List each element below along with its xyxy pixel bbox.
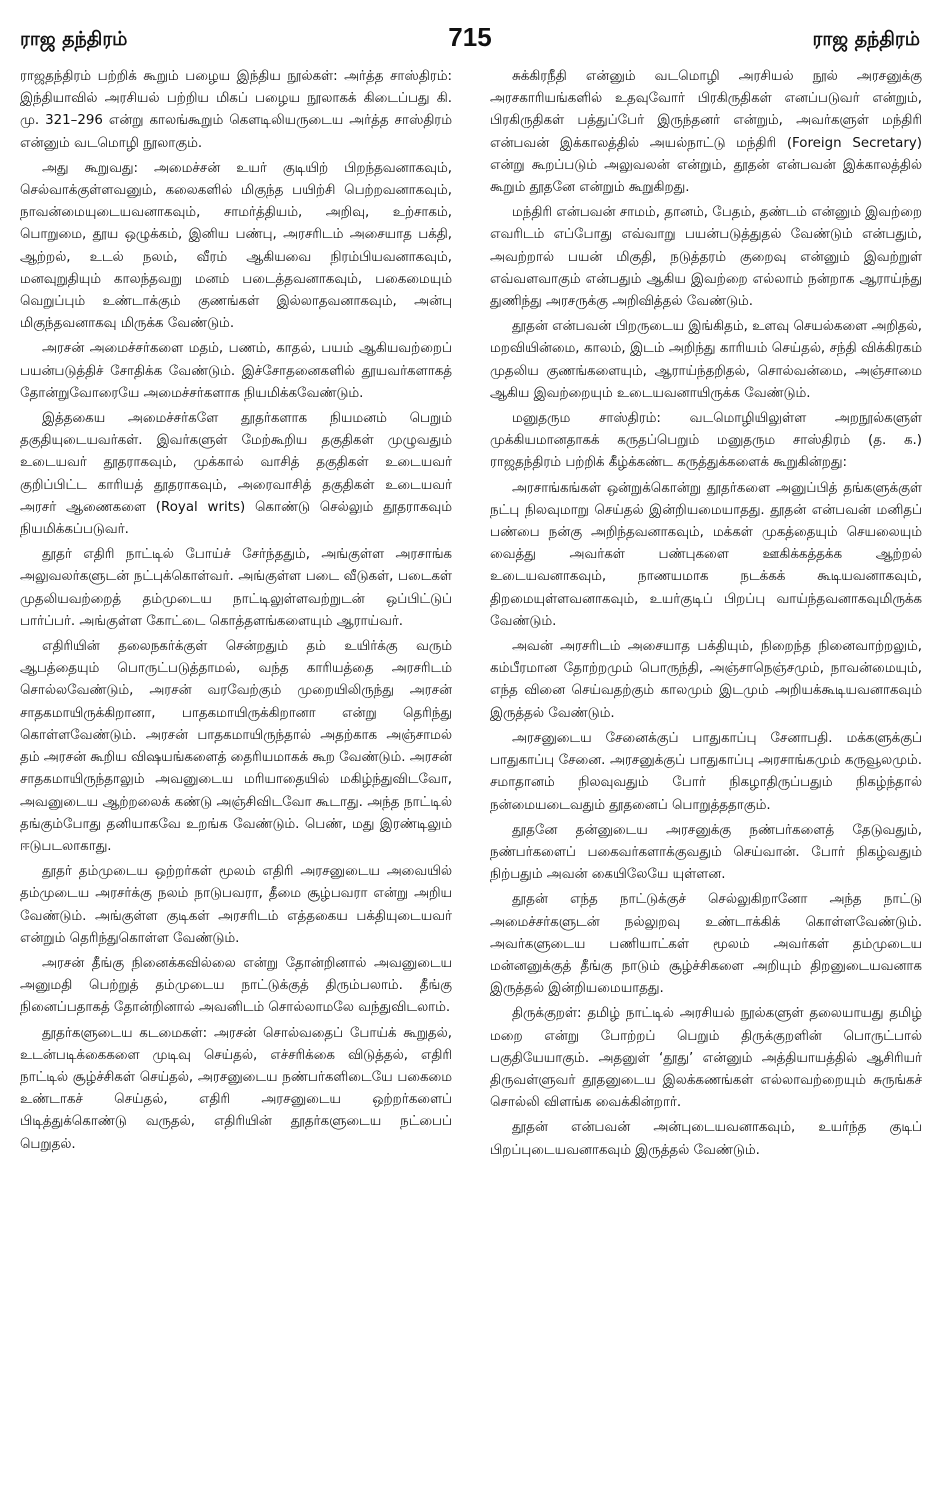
paragraph: அது கூறுவது: அமைச்சன் உயர் குடியிற் பிறந்தவனாகவும், செல்வாக்குள்ளவனும், கலைகளில் மிகுந்த பயிற்சி பெற்றவனாகவும், நாவன்மையுடையவனாகவும், சாமர்த்தியம், அறிவு, உற்சாகம், பொறுமை, தூய ஒழுக்கம், இனிய பண்பு, அரசரிடம் அசையாத பக்தி, ஆற்றல், உடல் நலம், வீரம் ஆகியவை நிரம்பியவனாகவும், மனவுறுதியும் காலந்தவறு மனம் படைத்தவனாகவும், பகைமையும் வெறுப்பும் உண்டாக்கும் குணங்கள் இல்லாதவனாகவும், அன்பு மிகுந்தவனாகவு மிருக்க வேண்டும். [20, 160, 452, 332]
paragraph: சுக்கிரநீதி என்னும் வடமொழி அரசியல் நூல் அரசனுக்கு அரசகாரியங்களில் உதவுவோர் பிரகிருதிகள் எனப்படுவர் என்றும், பிரகிருதிகள் பத்துப்பேர் இருந்தனர் என்றும், அவர்களுள் மந்திரி என்பவன் இக்காலத்தில் அயல்நாட்டு மந்திரி (Foreign Secretary) என்று கூறப்படும் அலுவலன் என்றும், தூதன் என்பவன் இக்காலத்தில் கூறும் தூதனே என்றும் கூறுகிறது. [490, 69, 922, 196]
right-column [490, 66, 922, 1165]
left-column [20, 66, 452, 1159]
paragraph: தூதன் என்பவன் அன்புடையவனாகவும், உயர்ந்த குடிப் பிறப்புடையவனாகவும் இருத்தல் வேண்டும். [490, 1120, 922, 1158]
paragraph: தூதர் தம்முடைய ஒற்றர்கள் மூலம் எதிரி அரசனுடைய அவையில் தம்முடைய அரசர்க்கு நலம் நாடுபவரா, தீமை சூழ்பவரா என்று அறிய வேண்டும். அங்குள்ள குடிகள் அரசரிடம் எத்தகைய பக்தியுடையவர் என்றும் தெரிந்துகொள்ள வேண்டும். [20, 864, 452, 946]
paragraph: தூதர் எதிரி நாட்டில் போய்ச் சேர்ந்ததும், அங்குள்ள அரசாங்க அலுவலர்களுடன் நட்புக்கொள்வர். அங்குள்ள படை வீடுகள், படைகள் முதலியவற்றைத் தம்முடைய நாட்டிலுள்ளவற்றுடன் ஒப்பிட்டுப் பார்ப்பர். அங்குள்ள கோட்டை கொத்தளங்களையும் ஆராய்வர். [20, 547, 452, 629]
paragraph: அரசன் தீங்கு நினைக்கவில்லை என்று தோன்றினால் அவனுடைய அனுமதி பெற்றுத் தம்முடைய நாட்டுக்குத் திரும்பலாம். தீங்கு நினைப்பதாகத் தோன்றினால் அவனிடம் சொல்லாமலே வந்துவிடலாம். [20, 955, 452, 1016]
page-header [20, 22, 920, 62]
paragraph: திருக்குறள்: தமிழ் நாட்டில் அரசியல் நூல்களுள் தலையாயது தமிழ் மறை என்று போற்றப் பெறும் திருக்குறளின் பொருட்பால் பகுதியேயாகும். அதனுள் ‘தூது’ என்னும் அத்தியாயத்தில் ஆசிரியர் திருவள்ளுவர் தூதனுடைய இலக்கணங்கள் எல்லாவற்றையும் சுருங்கச் சொல்லி விளங்க வைக்கின்றார். [490, 1006, 922, 1111]
paragraph: மனுதரும சாஸ்திரம்: வடமொழியிலுள்ள அறநூல்களுள் முக்கியமானதாகக் கருதப்பெறும் மனுதரும சாஸ்திரம் (த. க.) ராஜதந்திரம் பற்றிக் கீழ்க்கண்ட கருத்துக்களைக் கூறுகின்றது: [490, 411, 922, 471]
paragraph: மந்திரி என்பவன் சாமம், தானம், பேதம், தண்டம் என்னும் இவற்றை எவரிடம் எப்போது எவ்வாறு பயன்படுத்துதல் வேண்டும் என்பதும், அவற்றால் பயன் மிகுதி, நடுத்தரம் குறைவு என்னும் இவற்றுள் எவ்வளவாகும் என்பதும் ஆகிய இவற்றை எல்லாம் நன்றாக ஆராய்ந்து துணிந்து அரசருக்கு அறிவித்தல் வேண்டும். [490, 205, 922, 310]
paragraph: தூதன் எந்த நாட்டுக்குச் செல்லுகிறானோ அந்த நாட்டு அமைச்சர்களுடன் நல்லுறவு உண்டாக்கிக் கொள்ளவேண்டும். அவர்களுடைய பணியாட்கள் மூலம் அவர்கள் தம்முடைய மன்னனுக்குத் தீங்கு நாடும் சூழ்ச்சிகளை அறியும் திறனுடையவனாக இருத்தல் இன்றியமையாதது. [490, 892, 922, 997]
paragraph: அவன் அரசரிடம் அசையாத பக்தியும், நிறைந்த நினைவாற்றலும், கம்பீரமான தோற்றமும் பொருந்தி, அஞ்சாநெஞ்சமும், நாவன்மையும், எந்த வினை செய்வதற்கும் காலமும் இடமும் அறியக்கூடியவனாகவும் இருத்தல் வேண்டும். [490, 639, 922, 721]
paragraph: எதிரியின் தலைநகர்க்குள் சென்றதும் தம் உயிர்க்கு வரும் ஆபத்தையும் பொருட்படுத்தாமல், வந்த காரியத்தை அரசரிடம் சொல்லவேண்டும், அரசன் வரவேற்கும் முறையிலிருந்து அரசன் சாதகமாயிருக்கிறானா, பாதகமாயிருக்கிறானா என்று தெரிந்து கொள்ளவேண்டும். அரசன் பாதகமாயிருந்தால் அதற்காக அஞ்சாமல் தம் அரசன் கூறிய விஷயங்களைத் தைரியமாகக் கூற வேண்டும். அரசன் சாதகமாயிருந்தாலும் அவனுடைய மரியாதையில் மகிழ்ந்துவிடவோ, அவனுடைய ஆற்றலைக் கண்டு அஞ்சிவிடவோ கூடாது. அந்த நாட்டில் தங்கும்போது தனியாகவே உறங்க வேண்டும். பெண், மது இரண்டிலும் ஈடுபடலாகாது. [20, 639, 452, 854]
paragraph: தூதர்களுடைய கடமைகள்: அரசன் சொல்வதைப் போய்க் கூறுதல், உடன்படிக்கைகளை முடிவு செய்தல், எச்சரிக்கை விடுத்தல், எதிரி நாட்டில் சூழ்ச்சிகள் செய்தல், அரசனுடைய நண்பர்களிடையே பகைமை உண்டாகச் செய்தல், எதிரி அரசனுடைய ஒற்றர்களைப் பிடித்துக்கொண்டு வருதல், எதிரியின் தூதர்களுடைய நட்பைப் பெறுதல். [20, 1025, 452, 1152]
paragraph: அரசன் அமைச்சர்களை மதம், பணம், காதல், பயம் ஆகியவற்றைப் பயன்படுத்திச் சோதிக்க வேண்டும். இச்சோதனைகளில் தூயவர்களாகத் தோன்றுவோரையே அமைச்சர்களாக நியமிக்கவேண்டும். [20, 341, 452, 401]
running-title-right: ராஜ தந்திரம் [812, 28, 920, 50]
paragraph: தூதனே தன்னுடைய அரசனுக்கு நண்பர்களைத் தேடுவதும், நண்பர்களைப் பகைவர்களாக்குவதும் செய்வான். போர் நிகழ்வதும் நிற்பதும் அவன் கையிலேயே யுள்ளன. [490, 822, 922, 883]
page-number: 715 [448, 22, 492, 52]
paragraph: இத்தகைய அமைச்சர்களே தூதர்களாக நியமனம் பெறும் தகுதியுடையவர்கள். இவர்களுள் மேற்கூறிய தகுதிகள் முழுவதும் உடையவர் தூதராகவும், முக்கால் வாசித் தகுதிகள் உடையவர் குறிப்பிட்ட காரியத் தூதராகவும், அரைவாசித் தகுதிகள் உடையவர் அரசர் ஆணைகளை (Royal writs) கொண்டு செல்லும் தூதராகவும் நியமிக்கப்படுவர். [20, 411, 452, 538]
running-title-left: ராஜ தந்திரம் [20, 28, 128, 50]
paragraph: தூதன் என்பவன் பிறருடைய இங்கிதம், உளவு செயல்களை அறிதல், மறவியின்மை, காலம், இடம் அறிந்து காரியம் செய்தல், சந்தி விக்கிரகம் முதலிய குணங்களையும், ஆராய்ந்தறிதல், சொல்வன்மை, அஞ்சாமை ஆகிய இவற்றையும் உடையவனாயிருக்க வேண்டும். [490, 319, 922, 401]
paragraph: ராஜதந்திரம் பற்றிக் கூறும் பழைய இந்திய நூல்கள்: அர்த்த சாஸ்திரம்: இந்தியாவில் அரசியல் பற்றிய மிகப் பழைய நூலாகக் கிடைப்பது கி. மு. 321–296 என்று காலங்கூறும் கௌடிலியருடைய அர்த்த சாஸ்திரம் என்னும் வடமொழி நூலாகும். [20, 69, 452, 151]
paragraph: அரசாங்கங்கள் ஒன்றுக்கொன்று தூதர்களை அனுப்பித் தங்களுக்குள் நட்பு நிலவுமாறு செய்தல் இன்றியமையாதது. தூதன் என்பவன் மனிதப் பண்பை நன்கு அறிந்தவனாகவும், மக்கள் முகத்தையும் செயலையும் வைத்து அவர்கள் பண்புகளை ஊகிக்கத்தக்க ஆற்றல் உடையவனாகவும், நாணயமாக நடக்கக் கூடியவனாகவும், திறமையுள்ளவனாகவும், உயர்குடிப் பிறப்பு வாய்ந்தவனாகவுமிருக்க வேண்டும். [490, 480, 922, 629]
paragraph: அரசனுடைய சேனைக்குப் பாதுகாப்பு சேனாபதி. மக்களுக்குப் பாதுகாப்பு சேனை. அரசனுக்குப் பாதுகாப்பு அரசாங்கமும் கருவூலமும். சமாதானம் நிலவுவதும் போர் நிகழாதிருப்பதும் நிகழ்ந்தால் நன்மையடைவதும் தூதனைப் பொறுத்ததாகும். [490, 730, 922, 813]
